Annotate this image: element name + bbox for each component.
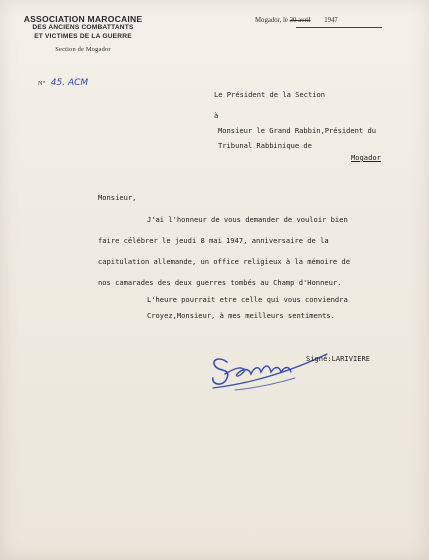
paragraph-1-line-2: faire célébrer le jeudi 8 mai 1947, anniversaire de la — [98, 236, 329, 245]
letterhead-line-3: ET VICTIMES DE LA GUERRE — [34, 32, 132, 40]
paragraph-2: L'heure pourrait etre celle qui vous conviendra — [147, 295, 348, 304]
recipient-line-2: Tribunal Rabbinique de — [218, 141, 312, 150]
reference-number — [38, 78, 88, 88]
letterhead — [8, 14, 158, 53]
letterhead-line-1: ASSOCIATION MAROCAINE — [23, 14, 143, 24]
handwritten-signature — [205, 344, 335, 396]
reference-handwritten: 45. ACM — [50, 78, 89, 88]
paragraph-1-line-1: J'ai l'honneur de vous demander de vouloir bien — [147, 215, 348, 224]
sender-line: Le Président de la Section — [214, 90, 326, 99]
paragraph-3: Croyez,Monsieur, à mes meilleurs sentiments. — [147, 311, 335, 320]
letterhead-section: Section de Mogador — [55, 46, 111, 53]
date-place: Mogador, le — [255, 17, 288, 24]
recipient-a: à — [214, 111, 219, 120]
recipient-line-1: Monsieur le Grand Rabbin,Président du — [218, 126, 377, 135]
date-underline — [296, 27, 382, 28]
salutation: Monsieur, — [98, 193, 137, 202]
date-year: 1947 — [324, 17, 338, 24]
letterhead-line-2: DES ANCIENS COMBATTANTS — [32, 24, 134, 31]
paragraph-1-line-4: nos camarades des deux guerres tombés au Champ d'Honneur. — [98, 278, 342, 287]
reference-label: N° — [38, 80, 46, 87]
signed-name: Signé:LARIVIERE — [306, 354, 371, 363]
date-struck: 30 avril — [289, 17, 311, 24]
paragraph-1-line-3: capitulation allemande, un office religieux à la mémoire de — [98, 257, 350, 266]
date-line — [255, 17, 338, 24]
recipient-city: Mogador — [351, 153, 381, 162]
